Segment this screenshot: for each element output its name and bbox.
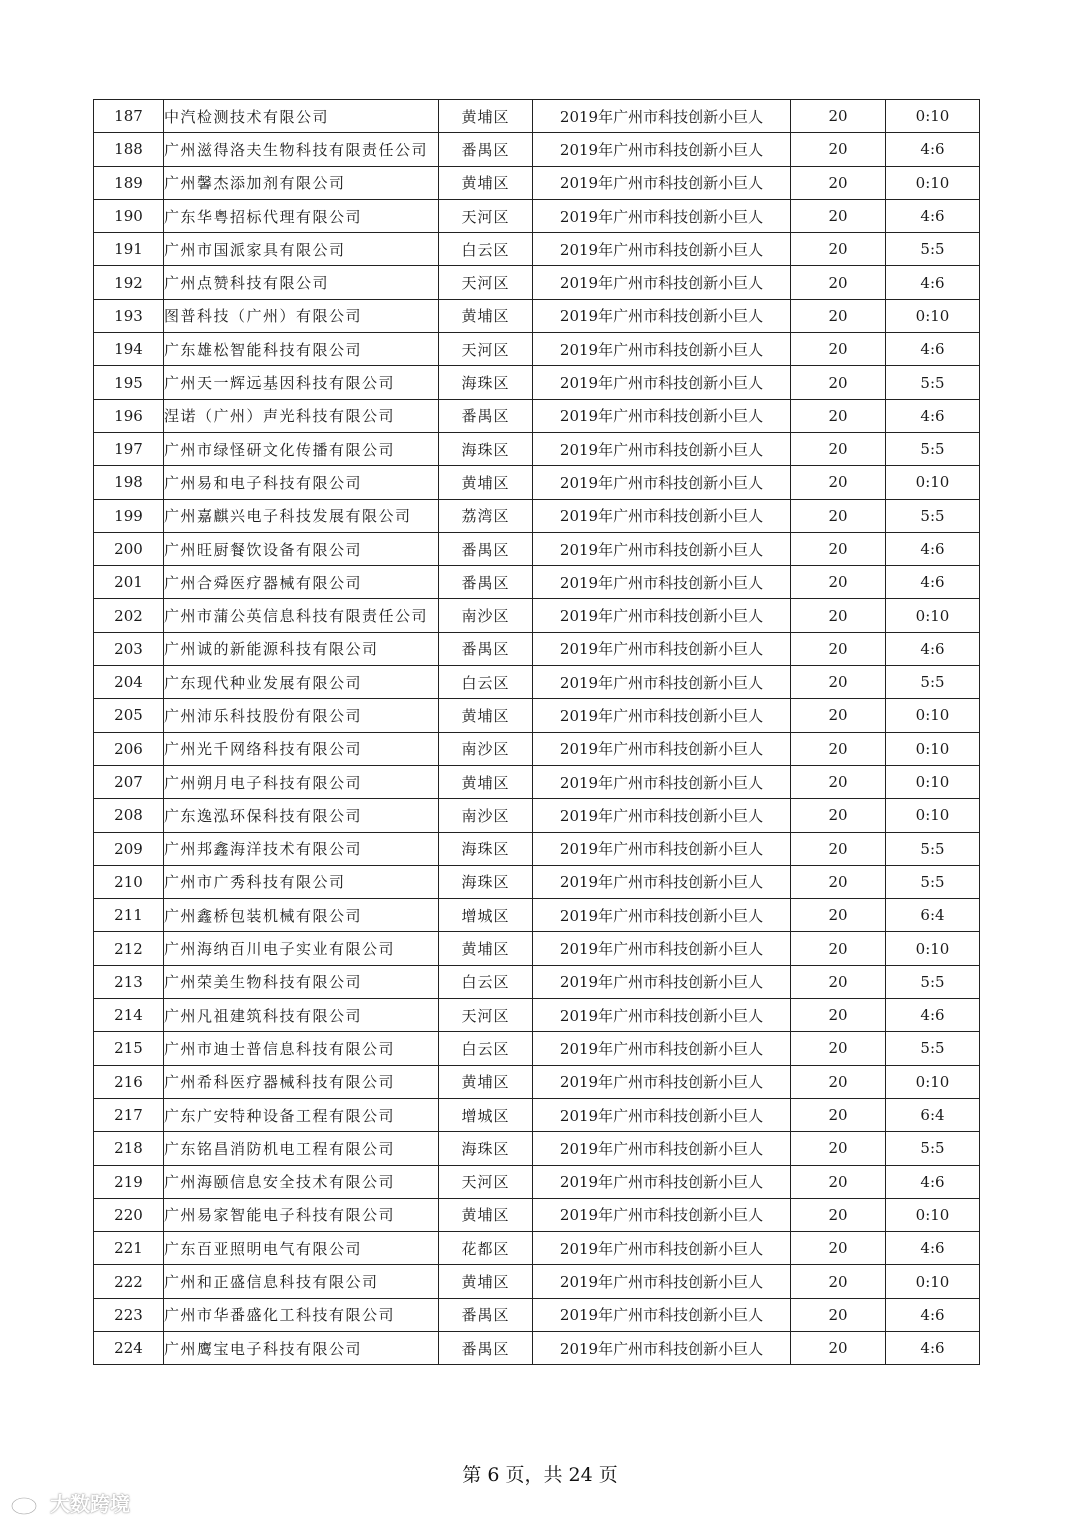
table-row: [94, 532, 980, 565]
table-row: [94, 899, 980, 932]
amount-cell: 20: [791, 632, 886, 665]
row-number-cell: 201: [94, 566, 164, 599]
company-name-cell: 广州荣美生物科技有限公司: [164, 965, 439, 998]
district-cell: 番禺区: [439, 1298, 533, 1331]
amount-cell: 20: [791, 999, 886, 1032]
company-name-cell: 广州市蒲公英信息科技有限责任公司: [164, 599, 439, 632]
ratio-cell: 0:10: [886, 299, 980, 332]
amount-cell: 20: [791, 432, 886, 465]
ratio-cell: 5:5: [886, 1132, 980, 1165]
company-name-cell: 广州易家智能电子科技有限公司: [164, 1198, 439, 1231]
district-cell: 黄埔区: [439, 699, 533, 732]
category-cell: 2019年广州市科技创新小巨人: [533, 865, 791, 898]
company-name-cell: 广州朔月电子科技有限公司: [164, 765, 439, 798]
district-cell: 番禺区: [439, 1331, 533, 1364]
table-row: [94, 1032, 980, 1065]
table-row: [94, 666, 980, 699]
row-number-cell: 191: [94, 233, 164, 266]
company-name-cell: 广州易和电子科技有限公司: [164, 466, 439, 499]
ratio-cell: 4:6: [886, 266, 980, 299]
company-name-cell: 广州诚的新能源科技有限公司: [164, 632, 439, 665]
amount-cell: 20: [791, 832, 886, 865]
watermark: [10, 1488, 130, 1517]
district-cell: 天河区: [439, 266, 533, 299]
table-row: [94, 1165, 980, 1198]
watermark-text: 大数跨境: [50, 1492, 130, 1516]
company-name-cell: 广州海颐信息安全技术有限公司: [164, 1165, 439, 1198]
category-cell: 2019年广州市科技创新小巨人: [533, 100, 791, 133]
row-number-cell: 219: [94, 1165, 164, 1198]
ratio-cell: 4:6: [886, 632, 980, 665]
amount-cell: 20: [791, 466, 886, 499]
company-name-cell: 广州鹰宝电子科技有限公司: [164, 1331, 439, 1364]
category-cell: 2019年广州市科技创新小巨人: [533, 133, 791, 166]
row-number-cell: 196: [94, 399, 164, 432]
table-row: [94, 999, 980, 1032]
table-row: [94, 1198, 980, 1231]
amount-cell: 20: [791, 566, 886, 599]
category-cell: 2019年广州市科技创新小巨人: [533, 466, 791, 499]
district-cell: 荔湾区: [439, 499, 533, 532]
ratio-cell: 0:10: [886, 932, 980, 965]
company-name-cell: 涅诺（广州）声光科技有限公司: [164, 399, 439, 432]
amount-cell: 20: [791, 299, 886, 332]
amount-cell: 20: [791, 899, 886, 932]
row-number-cell: 206: [94, 732, 164, 765]
company-name-cell: 广州邦鑫海洋技术有限公司: [164, 832, 439, 865]
ratio-cell: 5:5: [886, 965, 980, 998]
district-cell: 白云区: [439, 1032, 533, 1065]
ratio-cell: 0:10: [886, 166, 980, 199]
category-cell: 2019年广州市科技创新小巨人: [533, 432, 791, 465]
category-cell: 2019年广州市科技创新小巨人: [533, 965, 791, 998]
row-number-cell: 202: [94, 599, 164, 632]
ratio-cell: 5:5: [886, 865, 980, 898]
row-number-cell: 220: [94, 1198, 164, 1231]
category-cell: 2019年广州市科技创新小巨人: [533, 832, 791, 865]
ratio-cell: 0:10: [886, 699, 980, 732]
district-cell: 天河区: [439, 333, 533, 366]
category-cell: 2019年广州市科技创新小巨人: [533, 166, 791, 199]
ratio-cell: 0:10: [886, 466, 980, 499]
category-cell: 2019年广州市科技创新小巨人: [533, 1265, 791, 1298]
company-name-cell: 广州凡祖建筑科技有限公司: [164, 999, 439, 1032]
amount-cell: 20: [791, 499, 886, 532]
table-row: [94, 199, 980, 232]
row-number-cell: 210: [94, 865, 164, 898]
ratio-cell: 0:10: [886, 599, 980, 632]
company-name-cell: 广州市华番盛化工科技有限公司: [164, 1298, 439, 1331]
row-number-cell: 192: [94, 266, 164, 299]
row-number-cell: 214: [94, 999, 164, 1032]
ratio-cell: 4:6: [886, 566, 980, 599]
company-name-cell: 广州光千网络科技有限公司: [164, 732, 439, 765]
table-row: [94, 932, 980, 965]
category-cell: 2019年广州市科技创新小巨人: [533, 1198, 791, 1231]
ratio-cell: 0:10: [886, 1265, 980, 1298]
row-number-cell: 221: [94, 1232, 164, 1265]
district-cell: 天河区: [439, 999, 533, 1032]
category-cell: 2019年广州市科技创新小巨人: [533, 1032, 791, 1065]
amount-cell: 20: [791, 399, 886, 432]
row-number-cell: 195: [94, 366, 164, 399]
company-name-cell: 广东百亚照明电气有限公司: [164, 1232, 439, 1265]
company-name-cell: 广州合舜医疗器械有限公司: [164, 566, 439, 599]
ratio-cell: 4:6: [886, 999, 980, 1032]
table-row: [94, 266, 980, 299]
ratio-cell: 4:6: [886, 133, 980, 166]
ratio-cell: 4:6: [886, 1298, 980, 1331]
row-number-cell: 197: [94, 432, 164, 465]
category-cell: 2019年广州市科技创新小巨人: [533, 1065, 791, 1098]
category-cell: 2019年广州市科技创新小巨人: [533, 499, 791, 532]
table-row: [94, 432, 980, 465]
category-cell: 2019年广州市科技创新小巨人: [533, 1331, 791, 1364]
amount-cell: 20: [791, 1232, 886, 1265]
amount-cell: 20: [791, 100, 886, 133]
district-cell: 番禺区: [439, 532, 533, 565]
company-name-cell: 广东逸泓环保科技有限公司: [164, 799, 439, 832]
amount-cell: 20: [791, 333, 886, 366]
row-number-cell: 208: [94, 799, 164, 832]
table-row: [94, 566, 980, 599]
row-number-cell: 217: [94, 1098, 164, 1131]
row-number-cell: 211: [94, 899, 164, 932]
amount-cell: 20: [791, 732, 886, 765]
amount-cell: 20: [791, 799, 886, 832]
company-name-cell: 广东华粤招标代理有限公司: [164, 199, 439, 232]
category-cell: 2019年广州市科技创新小巨人: [533, 666, 791, 699]
amount-cell: 20: [791, 1165, 886, 1198]
amount-cell: 20: [791, 199, 886, 232]
district-cell: 黄埔区: [439, 932, 533, 965]
district-cell: 南沙区: [439, 732, 533, 765]
ratio-cell: 4:6: [886, 1165, 980, 1198]
district-cell: 番禺区: [439, 566, 533, 599]
table-row: [94, 732, 980, 765]
data-table: [93, 99, 980, 1365]
ratio-cell: 5:5: [886, 832, 980, 865]
table-row: [94, 865, 980, 898]
district-cell: 增城区: [439, 1098, 533, 1131]
row-number-cell: 198: [94, 466, 164, 499]
district-cell: 黄埔区: [439, 765, 533, 798]
ratio-cell: 4:6: [886, 1331, 980, 1364]
company-name-cell: 广东广安特种设备工程有限公司: [164, 1098, 439, 1131]
amount-cell: 20: [791, 765, 886, 798]
district-cell: 海珠区: [439, 1132, 533, 1165]
ratio-cell: 5:5: [886, 499, 980, 532]
district-cell: 黄埔区: [439, 1198, 533, 1231]
district-cell: 黄埔区: [439, 100, 533, 133]
district-cell: 番禺区: [439, 399, 533, 432]
category-cell: 2019年广州市科技创新小巨人: [533, 333, 791, 366]
table-row: [94, 632, 980, 665]
amount-cell: 20: [791, 1198, 886, 1231]
company-name-cell: 图普科技（广州）有限公司: [164, 299, 439, 332]
amount-cell: 20: [791, 599, 886, 632]
row-number-cell: 216: [94, 1065, 164, 1098]
table-row: [94, 1265, 980, 1298]
ratio-cell: 5:5: [886, 233, 980, 266]
amount-cell: 20: [791, 1132, 886, 1165]
category-cell: 2019年广州市科技创新小巨人: [533, 366, 791, 399]
table-body: [94, 100, 980, 1365]
table-row: [94, 1065, 980, 1098]
amount-cell: 20: [791, 532, 886, 565]
table-row: [94, 599, 980, 632]
company-name-cell: 广州市国派家具有限公司: [164, 233, 439, 266]
row-number-cell: 194: [94, 333, 164, 366]
category-cell: 2019年广州市科技创新小巨人: [533, 799, 791, 832]
row-number-cell: 223: [94, 1298, 164, 1331]
category-cell: 2019年广州市科技创新小巨人: [533, 999, 791, 1032]
company-name-cell: 广东铭昌消防机电工程有限公司: [164, 1132, 439, 1165]
table-row: [94, 1132, 980, 1165]
table-row: [94, 100, 980, 133]
ratio-cell: 5:5: [886, 666, 980, 699]
ratio-cell: 0:10: [886, 100, 980, 133]
category-cell: 2019年广州市科技创新小巨人: [533, 299, 791, 332]
ratio-cell: 0:10: [886, 732, 980, 765]
district-cell: 海珠区: [439, 832, 533, 865]
ratio-cell: 4:6: [886, 1232, 980, 1265]
district-cell: 番禺区: [439, 632, 533, 665]
table-row: [94, 1232, 980, 1265]
company-name-cell: 广州市绿怪研文化传播有限公司: [164, 432, 439, 465]
category-cell: 2019年广州市科技创新小巨人: [533, 1232, 791, 1265]
company-name-cell: 广州希科医疗器械科技有限公司: [164, 1065, 439, 1098]
company-name-cell: 广州旺厨餐饮设备有限公司: [164, 532, 439, 565]
category-cell: 2019年广州市科技创新小巨人: [533, 699, 791, 732]
table-row: [94, 965, 980, 998]
district-cell: 海珠区: [439, 865, 533, 898]
company-name-cell: 广州点赞科技有限公司: [164, 266, 439, 299]
category-cell: 2019年广州市科技创新小巨人: [533, 932, 791, 965]
company-name-cell: 广州天一辉远基因科技有限公司: [164, 366, 439, 399]
district-cell: 增城区: [439, 899, 533, 932]
row-number-cell: 199: [94, 499, 164, 532]
row-number-cell: 207: [94, 765, 164, 798]
amount-cell: 20: [791, 1331, 886, 1364]
category-cell: 2019年广州市科技创新小巨人: [533, 233, 791, 266]
company-name-cell: 广州鑫桥包装机械有限公司: [164, 899, 439, 932]
amount-cell: 20: [791, 699, 886, 732]
district-cell: 番禺区: [439, 133, 533, 166]
category-cell: 2019年广州市科技创新小巨人: [533, 765, 791, 798]
category-cell: 2019年广州市科技创新小巨人: [533, 599, 791, 632]
amount-cell: 20: [791, 965, 886, 998]
ratio-cell: 0:10: [886, 1065, 980, 1098]
district-cell: 黄埔区: [439, 166, 533, 199]
district-cell: 黄埔区: [439, 1265, 533, 1298]
table-row: [94, 765, 980, 798]
amount-cell: 20: [791, 366, 886, 399]
row-number-cell: 213: [94, 965, 164, 998]
row-number-cell: 200: [94, 532, 164, 565]
table-row: [94, 699, 980, 732]
row-number-cell: 203: [94, 632, 164, 665]
table-row: [94, 1331, 980, 1364]
amount-cell: 20: [791, 1265, 886, 1298]
company-name-cell: 广州嘉麒兴电子科技发展有限公司: [164, 499, 439, 532]
company-name-cell: 广州市迪士普信息科技有限公司: [164, 1032, 439, 1065]
table-row: [94, 1298, 980, 1331]
amount-cell: 20: [791, 1298, 886, 1331]
category-cell: 2019年广州市科技创新小巨人: [533, 532, 791, 565]
row-number-cell: 188: [94, 133, 164, 166]
district-cell: 海珠区: [439, 366, 533, 399]
company-name-cell: 中汽检测技术有限公司: [164, 100, 439, 133]
category-cell: 2019年广州市科技创新小巨人: [533, 199, 791, 232]
ratio-cell: 4:6: [886, 532, 980, 565]
row-number-cell: 187: [94, 100, 164, 133]
table-row: [94, 1098, 980, 1131]
ratio-cell: 5:5: [886, 366, 980, 399]
amount-cell: 20: [791, 865, 886, 898]
amount-cell: 20: [791, 133, 886, 166]
table-row: [94, 233, 980, 266]
amount-cell: 20: [791, 233, 886, 266]
amount-cell: 20: [791, 666, 886, 699]
district-cell: 南沙区: [439, 799, 533, 832]
row-number-cell: 209: [94, 832, 164, 865]
ratio-cell: 6:4: [886, 1098, 980, 1131]
table-row: [94, 366, 980, 399]
table-row: [94, 333, 980, 366]
table-row: [94, 399, 980, 432]
category-cell: 2019年广州市科技创新小巨人: [533, 732, 791, 765]
category-cell: 2019年广州市科技创新小巨人: [533, 632, 791, 665]
amount-cell: 20: [791, 1098, 886, 1131]
row-number-cell: 218: [94, 1132, 164, 1165]
company-name-cell: 广州沛乐科技股份有限公司: [164, 699, 439, 732]
district-cell: 黄埔区: [439, 299, 533, 332]
weibo-logo-icon: [10, 1490, 46, 1516]
district-cell: 黄埔区: [439, 466, 533, 499]
row-number-cell: 193: [94, 299, 164, 332]
row-number-cell: 222: [94, 1265, 164, 1298]
amount-cell: 20: [791, 166, 886, 199]
category-cell: 2019年广州市科技创新小巨人: [533, 1165, 791, 1198]
row-number-cell: 189: [94, 166, 164, 199]
ratio-cell: 0:10: [886, 799, 980, 832]
ratio-cell: 5:5: [886, 432, 980, 465]
amount-cell: 20: [791, 932, 886, 965]
company-name-cell: 广东雄松智能科技有限公司: [164, 333, 439, 366]
table-row: [94, 133, 980, 166]
ratio-cell: 4:6: [886, 399, 980, 432]
table-row: [94, 466, 980, 499]
company-name-cell: 广州海纳百川电子实业有限公司: [164, 932, 439, 965]
ratio-cell: 0:10: [886, 1198, 980, 1231]
table-row: [94, 832, 980, 865]
table-row: [94, 799, 980, 832]
district-cell: 海珠区: [439, 432, 533, 465]
row-number-cell: 190: [94, 199, 164, 232]
table-row: [94, 299, 980, 332]
district-cell: 黄埔区: [439, 1065, 533, 1098]
company-name-cell: 广东现代种业发展有限公司: [164, 666, 439, 699]
district-cell: 天河区: [439, 1165, 533, 1198]
table-row: [94, 166, 980, 199]
category-cell: 2019年广州市科技创新小巨人: [533, 266, 791, 299]
company-name-cell: 广州滋得洛夫生物科技有限责任公司: [164, 133, 439, 166]
company-name-cell: 广州馨杰添加剂有限公司: [164, 166, 439, 199]
ratio-cell: 4:6: [886, 199, 980, 232]
category-cell: 2019年广州市科技创新小巨人: [533, 1298, 791, 1331]
category-cell: 2019年广州市科技创新小巨人: [533, 1132, 791, 1165]
district-cell: 花都区: [439, 1232, 533, 1265]
category-cell: 2019年广州市科技创新小巨人: [533, 899, 791, 932]
row-number-cell: 224: [94, 1331, 164, 1364]
ratio-cell: 4:6: [886, 333, 980, 366]
category-cell: 2019年广州市科技创新小巨人: [533, 566, 791, 599]
ratio-cell: 5:5: [886, 1032, 980, 1065]
district-cell: 南沙区: [439, 599, 533, 632]
row-number-cell: 205: [94, 699, 164, 732]
page-number: 第 6 页，共 24 页: [462, 1464, 618, 1486]
ratio-cell: 6:4: [886, 899, 980, 932]
district-cell: 白云区: [439, 666, 533, 699]
category-cell: 2019年广州市科技创新小巨人: [533, 399, 791, 432]
row-number-cell: 204: [94, 666, 164, 699]
district-cell: 天河区: [439, 199, 533, 232]
ratio-cell: 0:10: [886, 765, 980, 798]
amount-cell: 20: [791, 1032, 886, 1065]
district-cell: 白云区: [439, 233, 533, 266]
district-cell: 白云区: [439, 965, 533, 998]
category-cell: 2019年广州市科技创新小巨人: [533, 1098, 791, 1131]
table-row: [94, 499, 980, 532]
row-number-cell: 215: [94, 1032, 164, 1065]
amount-cell: 20: [791, 1065, 886, 1098]
row-number-cell: 212: [94, 932, 164, 965]
company-name-cell: 广州和正盛信息科技有限公司: [164, 1265, 439, 1298]
company-name-cell: 广州市广秀科技有限公司: [164, 865, 439, 898]
amount-cell: 20: [791, 266, 886, 299]
